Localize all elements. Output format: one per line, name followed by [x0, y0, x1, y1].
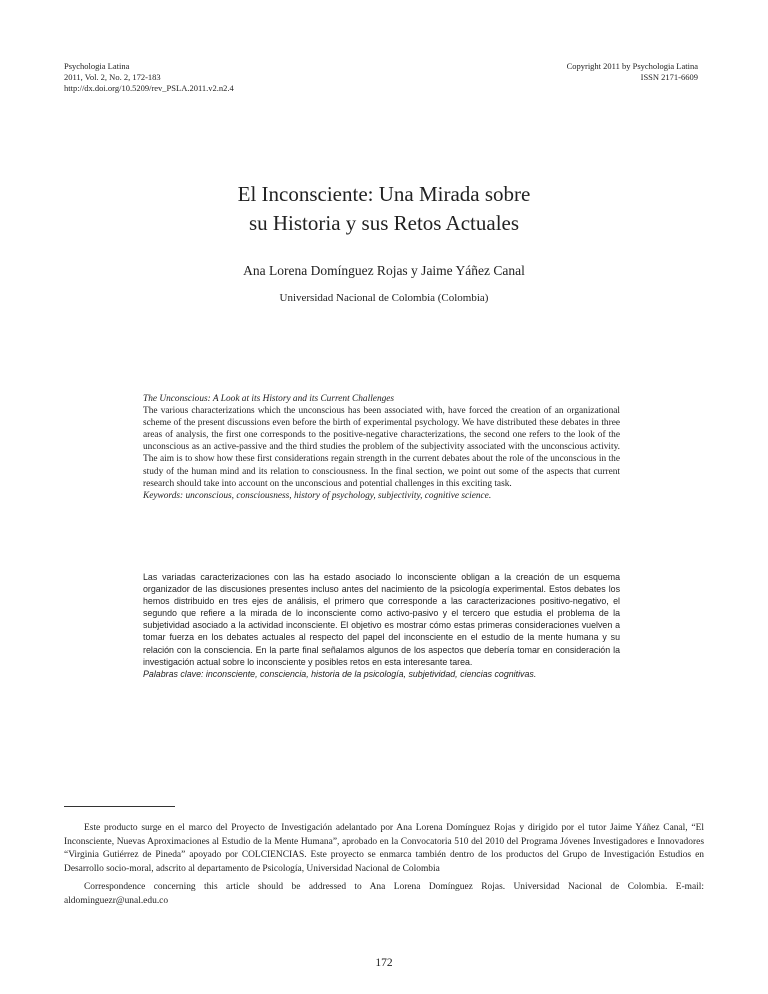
- copyright-text: Copyright 2011 by Psychologia Latina: [566, 61, 698, 71]
- footnote-divider: [64, 806, 175, 807]
- authors: Ana Lorena Domínguez Rojas y Jaime Yáñez Canal: [243, 263, 525, 278]
- spanish-abstract-body: Las variadas caracterizaciones con las ha estado asociado lo inconsciente obligan a la creación de un esquema organizador de las discusiones presentes incluso antes del nacimiento de la psicología experimental. Estos debates los hemos distribuido en tres ejes de análisis, el primero que corresponde a las caracterizaciones positivo-negativo, el segundo que refiere a la mirada de lo inconsciente como activo-pasivo y el tercero que estudia el problema de la subjetividad asociado a la actividad inconsciente. El objetivo es mostrar cómo estas primeras consideraciones vuelven a tomar fuerza en los debates actuales al respecto del papel del inconsciente en el estudio de la mente humana y su relación con la consciencia. En la parte final señalamos algunos de los aspectos que debería tomar en consideración la investigación actual sobre lo inconsciente y posibles retos en esta interesante tarea.: [143, 572, 620, 667]
- english-abstract-body: The various characterizations which the unconscious has been associated with, have forced the creation of an organizational scheme of the present discussions even before the birth of experimental psychology. We have distributed these debates in three areas of analysis, the first one corresponds to the positive-negative characterizations, the second one refers to the look of the unconscious as an active-passive and the third studies the problem of the subjectivity associated with the unconscious activity. The aim is to show how these first considerations regain strength in the current debates about the role of the unconscious in the study of the human mind and its relation to consciousness. In the final section, we point out some of the aspects that current research should take into account on the unconscious and potential challenges in this exciting task.: [143, 406, 620, 489]
- funding-note: Este producto surge en el marco del Proyecto de Investigación adelantado por Ana Lorena Domínguez Rojas y dirigido por el tutor Jaime Yáñez Canal, “El Inconsciente, Nuevas Aproximaciones al Estudio de la Mente Humana”, aprobado en la Convocatoria 510 del 2010 del Programa Jóvenes Investigadores e Innovadores “Virginia Gutiérrez de Pineda” apoyado por COLCIENCIAS. Este proyecto se enmarca también dentro de los productos del Grupo de Investigación Estudios en Desarrollo socio-moral, adscrito al departamento de Psicología, Universidad Nacional de Colombia: [64, 823, 704, 875]
- volume-info: 2011, Vol. 2, No. 2, 172-183: [64, 72, 161, 82]
- title-line-2: su Historia y sus Retos Actuales: [248, 211, 520, 235]
- english-keywords: Keywords: unconscious, consciousness, history of psychology, subjectivity, cognitive science.: [143, 490, 492, 501]
- doi-link[interactable]: http://dx.doi.org/10.5209/rev_PSLA.2011.v2.n2.4: [64, 83, 234, 93]
- footnotes: [64, 822, 704, 908]
- journal-name: Psychologia Latina: [64, 61, 130, 71]
- page-number: 172: [375, 957, 393, 969]
- copyright-header: [567, 61, 698, 83]
- english-abstract: [143, 393, 620, 502]
- journal-header: [64, 61, 234, 94]
- correspondence-note: Correspondence concerning this article should be addressed to Ana Lorena Domínguez Rojas. Universidad Nacional de Colombia. E-mail: aldominguezr@unal.edu.co: [64, 881, 704, 906]
- english-abstract-title: The Unconscious: A Look at its History and its Current Challenges: [143, 394, 395, 404]
- title-line-1: El Inconsciente: Una Mirada sobre: [237, 182, 531, 206]
- affiliation: Universidad Nacional de Colombia (Colombia): [279, 292, 489, 304]
- spanish-keywords: Palabras clave: inconsciente, consciencia, historia de la psicología, subjetividad, ciencias cognitivas.: [143, 668, 537, 679]
- article-title: [0, 180, 768, 238]
- spanish-abstract: [143, 571, 620, 680]
- issn-text: ISSN 2171-6609: [640, 72, 698, 82]
